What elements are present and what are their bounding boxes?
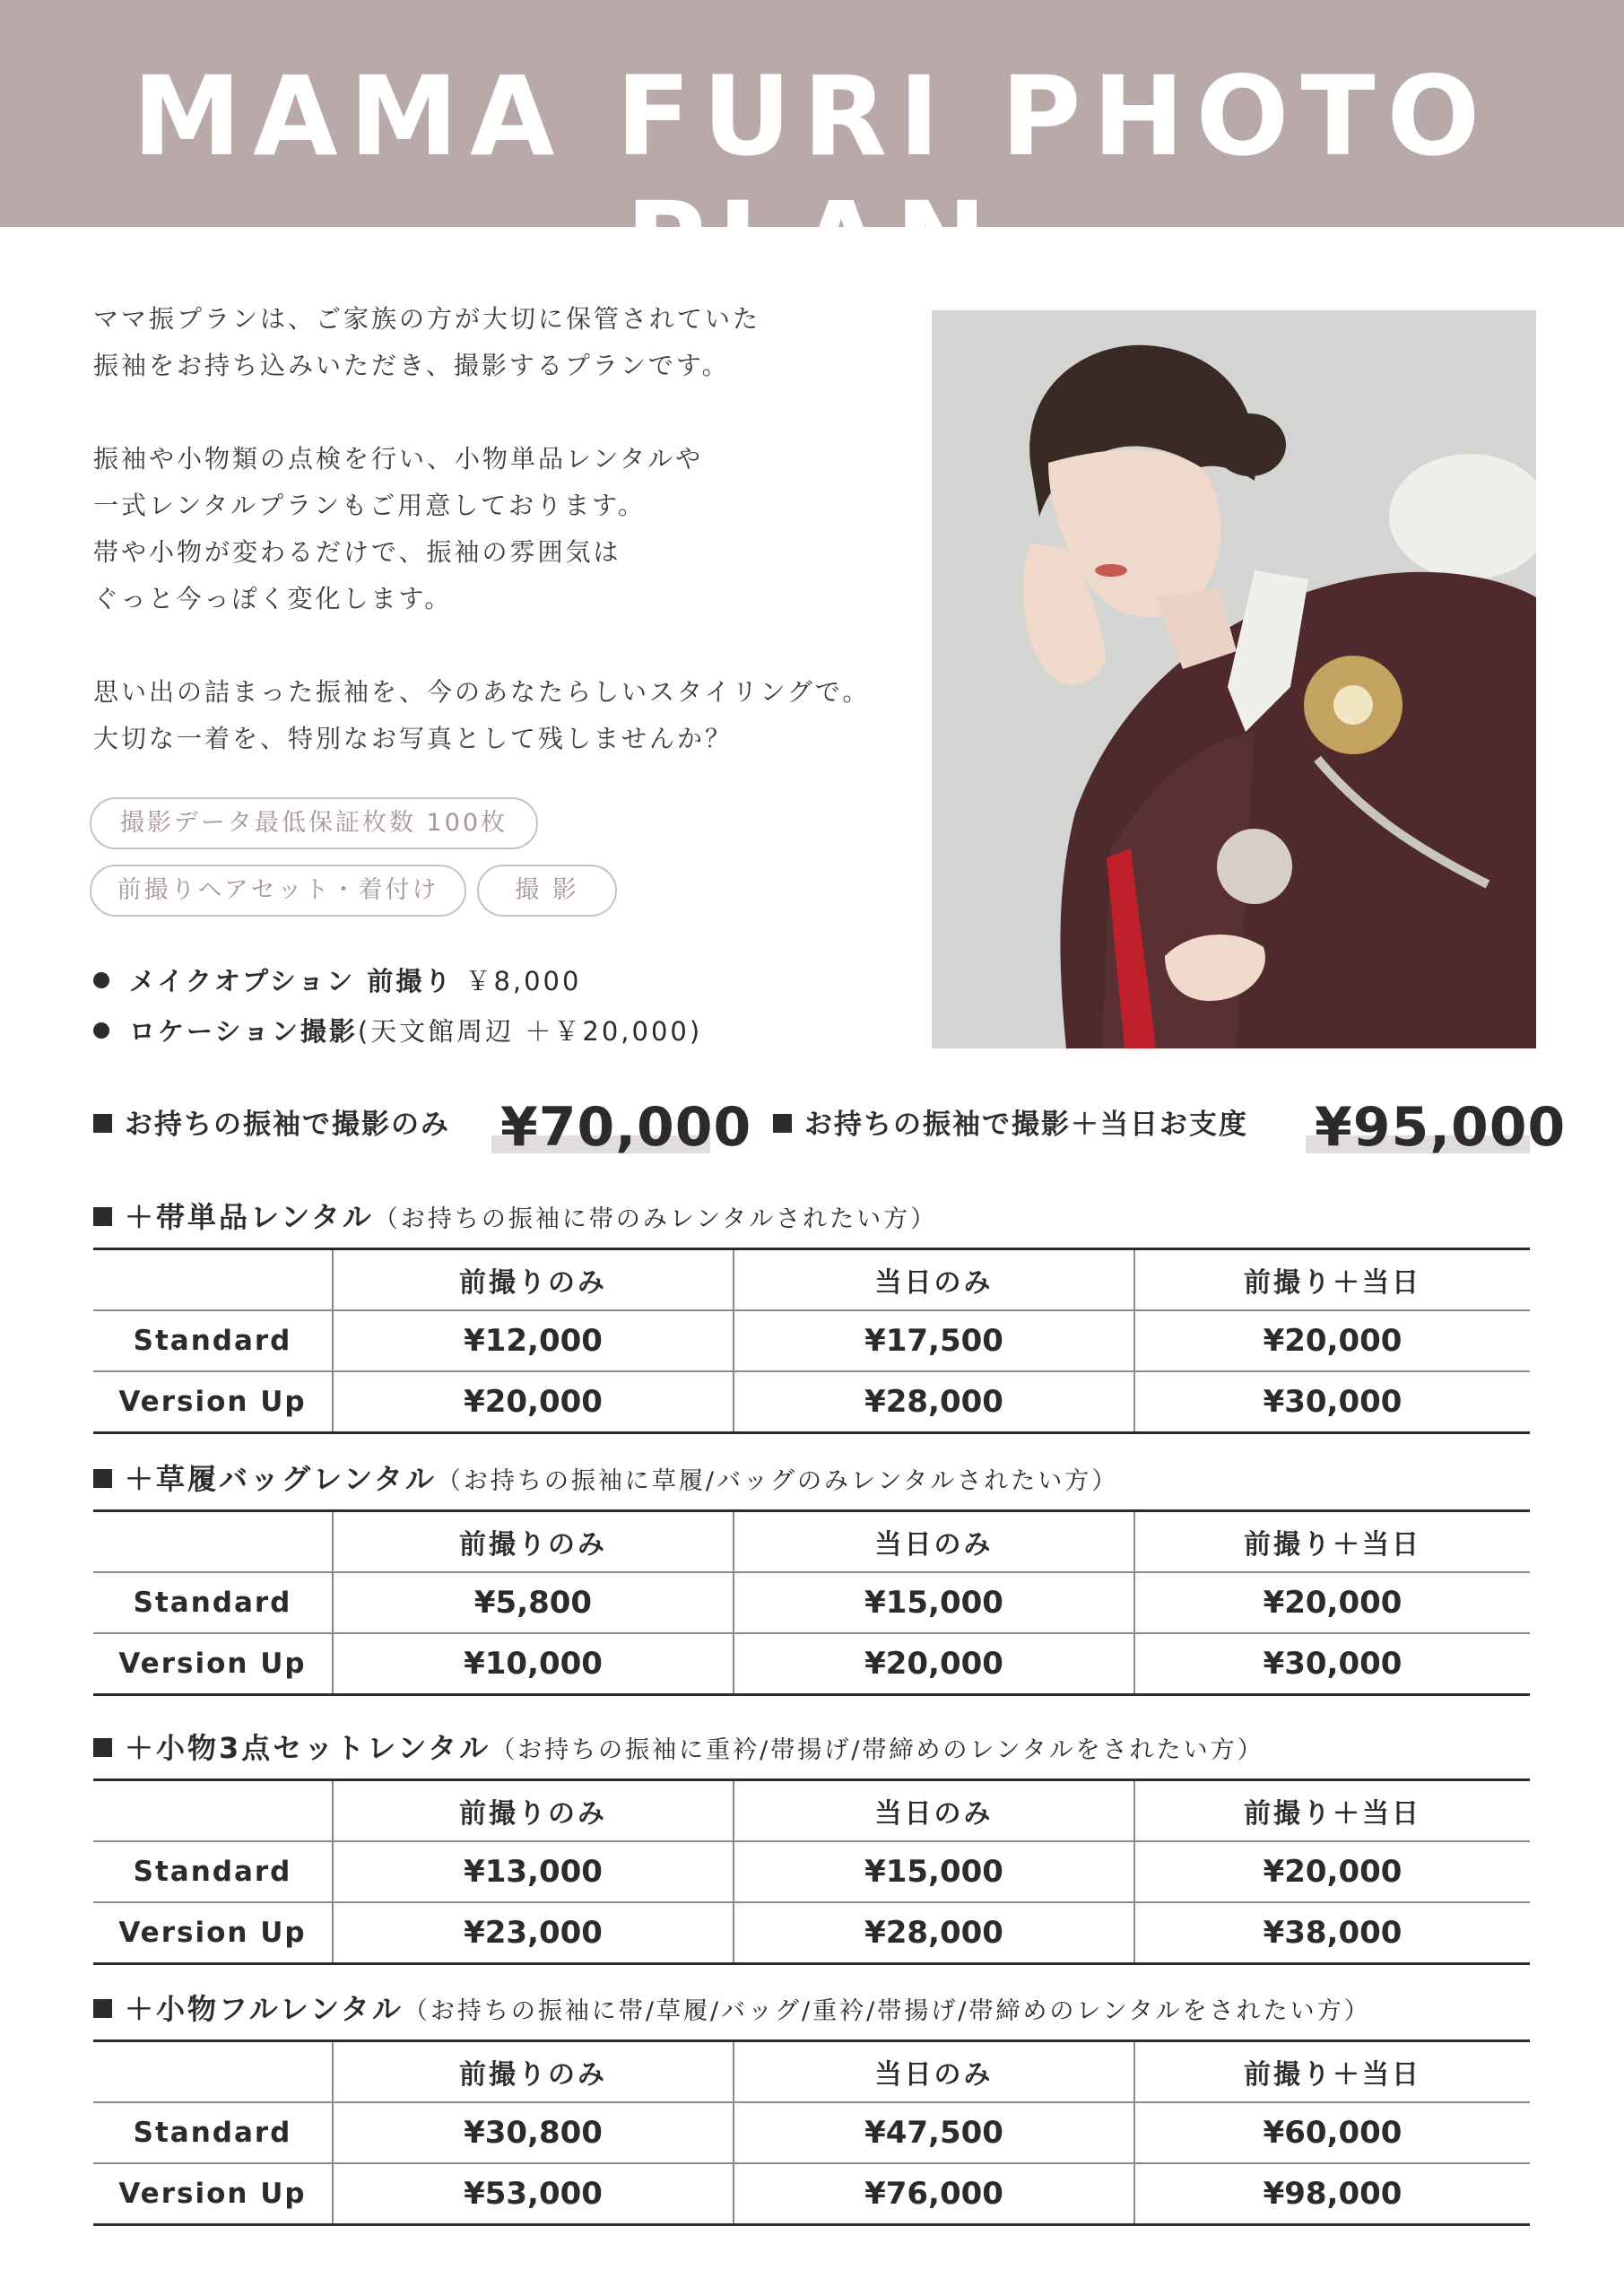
square-marker-icon — [93, 1999, 112, 2018]
row-label: Standard — [93, 1841, 333, 1902]
table-row — [93, 1572, 1530, 1633]
option-value: ￥8,000 — [465, 966, 582, 996]
row-label: Version Up — [93, 2163, 333, 2225]
price-cell: ¥30,000 — [1134, 1633, 1530, 1695]
intro-line: 振袖をお持ち込みいただき、撮影するプランです。 — [93, 351, 730, 380]
section-title-text: ＋小物3点セットレンタル — [125, 1731, 491, 1765]
base-price-label-text: お持ちの振袖で撮影＋当日お支度 — [804, 1109, 1248, 1141]
table-header-row — [93, 1249, 1530, 1311]
price-cell: ¥5,800 — [333, 1572, 734, 1633]
price-cell: ¥47,500 — [734, 2102, 1134, 2163]
page-title: MAMA FURI PHOTO PLAN — [132, 53, 1492, 306]
table-row — [93, 1371, 1530, 1433]
option-location — [93, 1012, 702, 1048]
column-header: 前撮りのみ — [333, 2041, 734, 2103]
column-header: 前撮り＋当日 — [1134, 1249, 1530, 1311]
column-header: 前撮り＋当日 — [1134, 1780, 1530, 1842]
row-label: Standard — [93, 1310, 333, 1371]
price-cell: ¥28,000 — [734, 1371, 1134, 1433]
section-title — [93, 1987, 1371, 2028]
table-header-row — [93, 1511, 1530, 1573]
price-cell: ¥30,800 — [333, 2102, 734, 2163]
price-cell: ¥12,000 — [333, 1310, 734, 1371]
intro-line: ママ振プランは、ご家族の方が大切に保管されていた — [93, 304, 761, 334]
price-cell: ¥20,000 — [734, 1633, 1134, 1695]
intro-line: 思い出の詰まった振袖を、今のあなたらしいスタイリングで。 — [93, 677, 871, 707]
column-header: 前撮り＋当日 — [1134, 1511, 1530, 1573]
price-cell: ¥20,000 — [333, 1371, 734, 1433]
bullet-dot — [93, 972, 109, 988]
table-row — [93, 1310, 1530, 1371]
price-table — [93, 2039, 1530, 2226]
section-title — [93, 1457, 1118, 1498]
row-label: Version Up — [93, 1902, 333, 1964]
square-marker-icon — [93, 1738, 112, 1757]
price-cell: ¥28,000 — [734, 1902, 1134, 1964]
price-cell: ¥10,000 — [333, 1633, 734, 1695]
table-header-row — [93, 1780, 1530, 1842]
column-header: 当日のみ — [734, 1511, 1134, 1573]
square-marker-icon — [93, 1469, 112, 1488]
section-title — [93, 1726, 1264, 1767]
intro-line: 振袖や小物類の点検を行い、小物単品レンタルや — [93, 444, 704, 474]
row-label: Standard — [93, 2102, 333, 2163]
price-cell: ¥98,000 — [1134, 2163, 1530, 2225]
option-value: (天文館周辺 ＋￥20,000) — [357, 1016, 703, 1047]
intro-line: ぐっと今っぽく変化します。 — [93, 584, 453, 613]
price-cell: ¥76,000 — [734, 2163, 1134, 2225]
price-cell: ¥17,500 — [734, 1310, 1134, 1371]
tag-shooting: 撮 影 — [477, 865, 617, 917]
price-table — [93, 1779, 1530, 1965]
header-banner — [0, 0, 1624, 306]
bullet-dot — [93, 1022, 109, 1039]
row-label: Version Up — [93, 1633, 333, 1695]
section-note: （お持ちの振袖に草履/バッグのみレンタルされたい方） — [436, 1467, 1119, 1495]
row-label: Standard — [93, 1572, 333, 1633]
column-header: 前撮り＋当日 — [1134, 2041, 1530, 2103]
table-row — [93, 1902, 1530, 1964]
square-marker-icon — [93, 1114, 112, 1133]
base-price-label-2 — [773, 1101, 1248, 1142]
price-cell: ¥53,000 — [333, 2163, 734, 2225]
column-header: 当日のみ — [734, 1249, 1134, 1311]
section-note: （お持ちの振袖に重衿/帯揚げ/帯締めのレンタルをされたい方） — [491, 1736, 1264, 1764]
price-table — [93, 1248, 1530, 1434]
section-note: （お持ちの振袖に帯のみレンタルされたい方） — [373, 1205, 938, 1233]
base-price-value-2: ¥95,000 — [1315, 1096, 1567, 1159]
price-table — [93, 1509, 1530, 1696]
column-header: 当日のみ — [734, 2041, 1134, 2103]
section-title-text: ＋帯単品レンタル — [125, 1200, 374, 1234]
option-makeup — [93, 961, 581, 998]
price-cell: ¥13,000 — [333, 1841, 734, 1902]
section-title-text: ＋草履バッグレンタル — [125, 1462, 437, 1496]
base-price-value-1: ¥70,000 — [500, 1096, 752, 1159]
price-cell: ¥15,000 — [734, 1841, 1134, 1902]
section-title-text: ＋小物フルレンタル — [125, 1992, 404, 2026]
table-header-row — [93, 2041, 1530, 2103]
section-title — [93, 1195, 937, 1236]
square-marker-icon — [93, 1207, 112, 1226]
tag-photo-data: 撮影データ最低保証枚数 100枚 — [90, 797, 538, 849]
table-row — [93, 1633, 1530, 1695]
price-cell: ¥30,000 — [1134, 1371, 1530, 1433]
price-cell: ¥20,000 — [1134, 1841, 1530, 1902]
intro-line: 大切な一着を、特別なお写真として残しませんか？ — [93, 724, 734, 753]
intro-text — [93, 296, 900, 762]
model-photo — [932, 310, 1536, 1048]
column-header: 前撮りのみ — [333, 1511, 734, 1573]
column-header: 当日のみ — [734, 1780, 1134, 1842]
tag-hair-dressing: 前撮りヘアセット・着付け — [90, 865, 466, 917]
option-label: ロケーション撮影 — [129, 1016, 358, 1047]
price-cell: ¥38,000 — [1134, 1902, 1530, 1964]
intro-line: 帯や小物が変わるだけで、振袖の雰囲気は — [93, 537, 621, 567]
base-price-label-text: お持ちの振袖で撮影のみ — [125, 1109, 450, 1141]
base-price-label-1 — [93, 1101, 450, 1142]
price-cell: ¥20,000 — [1134, 1310, 1530, 1371]
row-label: Version Up — [93, 1371, 333, 1433]
table-row — [93, 2163, 1530, 2225]
column-header: 前撮りのみ — [333, 1249, 734, 1311]
table-row — [93, 2102, 1530, 2163]
column-header: 前撮りのみ — [333, 1780, 734, 1842]
intro-line: 一式レンタルプランもご用意しております。 — [93, 491, 646, 520]
table-row — [93, 1841, 1530, 1902]
price-cell: ¥23,000 — [333, 1902, 734, 1964]
option-label: メイクオプション 前撮り — [129, 966, 454, 996]
price-cell: ¥15,000 — [734, 1572, 1134, 1633]
model-illustration — [932, 310, 1536, 1048]
square-marker-icon — [773, 1114, 792, 1133]
price-cell: ¥20,000 — [1134, 1572, 1530, 1633]
section-note: （お持ちの振袖に帯/草履/バッグ/重衿/帯揚げ/帯締めのレンタルをされたい方） — [403, 1997, 1371, 2025]
price-cell: ¥60,000 — [1134, 2102, 1530, 2163]
